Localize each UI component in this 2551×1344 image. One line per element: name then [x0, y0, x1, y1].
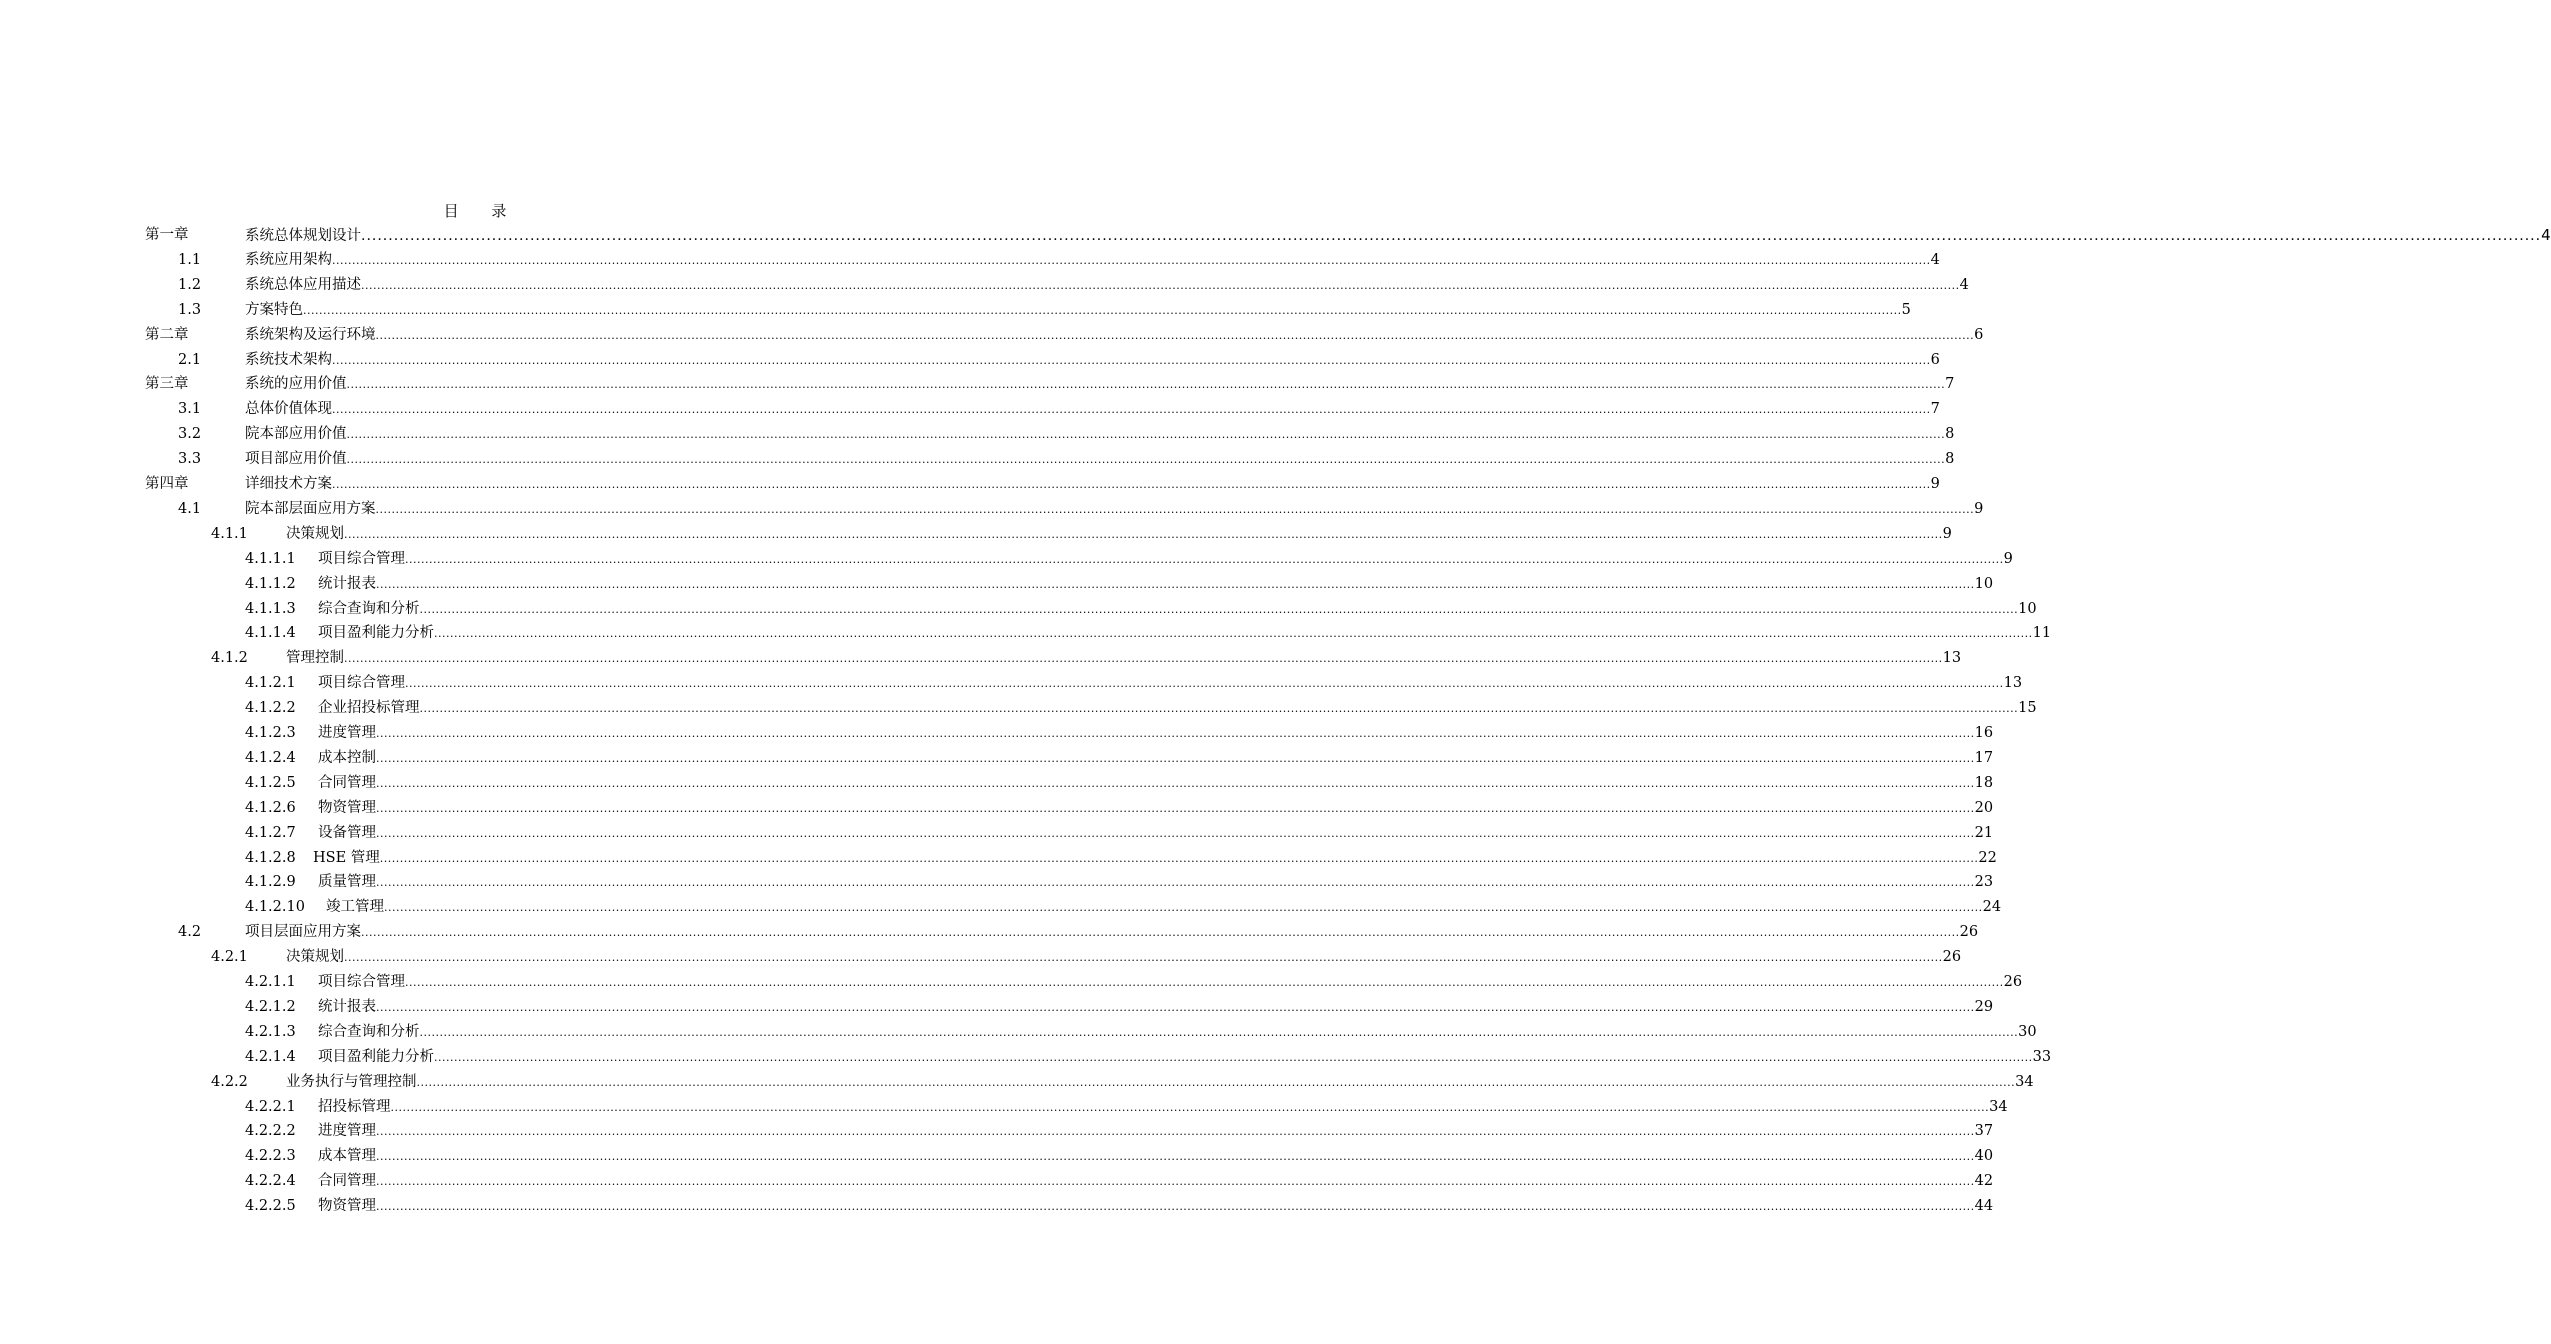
- toc-leader-dots: ................................................................................................................................................................................................................................................................................................................................................................................................................: [346, 428, 1946, 442]
- toc-entry-line: [318, 870, 1994, 895]
- toc-entry-line: [245, 248, 1940, 273]
- toc-entry-line: [245, 920, 1979, 945]
- toc-entry-line: [245, 497, 1984, 522]
- toc-leader-dots: ................................................................................................................................................................................................................................................................................................................................................................................................................: [303, 303, 1902, 317]
- toc-entry-page-number: 40: [1974, 1148, 1994, 1165]
- toc-entry-number: 第四章: [145, 476, 189, 492]
- toc-entry-title: 系统总体应用描述: [245, 276, 361, 293]
- toc-entry-page-number: 37: [1974, 1123, 1994, 1140]
- toc-entry-number: 4.1.2.7: [245, 824, 296, 841]
- toc-entry-title: 综合查询和分析: [318, 1023, 420, 1040]
- toc-entry-line: [318, 696, 2037, 721]
- toc-entry-number: 4.1.2.10: [245, 899, 305, 916]
- toc-entry-title: 项目综合管理: [318, 675, 405, 692]
- toc-entry-page-number: 9: [1942, 525, 1952, 542]
- toc-entry-title: 业务执行与管理控制: [286, 1073, 417, 1090]
- toc-entry-page-number: 22: [1978, 849, 1997, 866]
- toc-entry-title: 总体价值体现: [245, 401, 332, 418]
- toc-leader-dots: ................................................................................................................................................................................................................................................................................................................................................................................................................: [376, 801, 1975, 815]
- toc-entry-title: 院本部层面应用方案: [245, 500, 376, 517]
- toc-entry-title: 管理控制: [286, 650, 344, 667]
- toc-entry-title: 系统架构及运行环境: [245, 326, 376, 343]
- toc-leader-dots: ................................................................................................................................................................................................................................................................................................................................................................................................................: [379, 851, 1979, 865]
- toc-leader-dots: ................................................................................................................................................................................................................................................................................................................................................................................................................: [384, 901, 1983, 915]
- toc-entry-line: [318, 796, 1994, 821]
- toc-entry-line: [318, 771, 1994, 796]
- toc-entry-number: 4.2.1.3: [245, 1023, 296, 1040]
- toc-entry-line: [318, 1020, 2037, 1045]
- toc-entry-line: [245, 348, 1940, 373]
- toc-entry-page-number: 11: [2032, 625, 2052, 642]
- toc-leader-dots: ................................................................................................................................................................................................................................................................................................................................................................................................................: [344, 951, 1943, 965]
- toc-entry-page-number: 29: [1974, 998, 1994, 1015]
- toc-entry-number: 3.3: [178, 451, 202, 468]
- toc-entry-number: 4.1.1.4: [245, 625, 296, 642]
- toc-entry-page-number: 10: [1974, 575, 1994, 592]
- toc-entry-page-number: 18: [1974, 774, 1994, 791]
- toc-entry-title: 项目部应用价值: [245, 451, 347, 468]
- toc-entry[interactable]: [0, 472, 1940, 497]
- toc-entry-number: 4.2.2.1: [245, 1098, 296, 1115]
- toc-entry[interactable]: [0, 597, 2037, 622]
- toc-entry-line: [326, 895, 2002, 920]
- toc-entry-number: 4.1.1.1: [245, 550, 296, 567]
- toc-heading: 目 录: [443, 202, 521, 220]
- toc-entry-title: 合同管理: [318, 1173, 376, 1190]
- toc-entry-title: 进度管理: [318, 725, 376, 741]
- toc-entry-page-number: 15: [2018, 700, 2037, 717]
- toc-entry-page-number: 44: [1974, 1198, 1994, 1215]
- toc-leader-dots: ................................................................................................................................................................................................................................................................................................................................................................................................................: [332, 478, 1931, 491]
- toc-entry-title: 竣工管理: [326, 899, 384, 916]
- toc-entry-number: 4.2: [178, 924, 202, 941]
- toc-entry[interactable]: [0, 323, 1984, 348]
- toc-entry-title: 系统总体规划设计: [245, 228, 361, 244]
- toc-leader-dots: ................................................................................................................................................................................................................................................................................................................................................................................................................: [375, 502, 1975, 516]
- toc-leader-dots: ................................................................................................................................................................................................................................................................................................................................................................................................................: [376, 1000, 1975, 1014]
- toc-entry-title: 质量管理: [318, 874, 376, 891]
- toc-entry-page-number: 42: [1974, 1173, 1994, 1190]
- toc-leader-dots: ................................................................................................................................................................................................................................................................................................................................................................................................................: [376, 1125, 1975, 1139]
- toc-leader-dots: ................................................................................................................................................................................................................................................................................................................................................................................................................: [405, 677, 2004, 691]
- toc-entry[interactable]: [0, 671, 2023, 696]
- toc-entry[interactable]: [0, 995, 1994, 1020]
- toc-entry-page-number: 16: [1974, 725, 1994, 741]
- toc-entry-number: 4.1.2.6: [245, 799, 296, 816]
- toc-entry[interactable]: [0, 1095, 2008, 1120]
- toc-entry-title: 项目盈利能力分析: [318, 625, 434, 642]
- toc-leader-dots: ................................................................................................................................................................................................................................................................................................................................................................................................................: [332, 353, 1931, 367]
- toc-entry-title: 院本部应用价值: [245, 426, 347, 443]
- toc-entry-number: 4.2.2: [211, 1073, 248, 1090]
- toc-entry-number: 4.1.1.2: [245, 575, 296, 592]
- toc-entry-page-number: 17: [1974, 749, 1994, 766]
- toc-leader-dots: ................................................................................................................................................................................................................................................................................................................................................................................................................: [390, 1100, 1990, 1114]
- toc-entry-line: [318, 597, 2037, 622]
- toc-entry-page-number: 33: [2032, 1048, 2052, 1065]
- toc-entry-title: 招投标管理: [318, 1098, 391, 1115]
- toc-entry-page-number: 9: [2003, 550, 2013, 567]
- toc-entry-page-number: 5: [1901, 301, 1911, 318]
- toc-entry-number: 第一章: [145, 227, 189, 243]
- toc-entry-number: 3.2: [178, 426, 202, 443]
- toc-entry-number: 4.1.2.3: [245, 725, 296, 741]
- toc-entry-title: 成本管理: [318, 1148, 376, 1165]
- toc-entry[interactable]: [0, 920, 1979, 945]
- toc-entry-page-number: 6: [1974, 326, 1984, 343]
- toc-entry[interactable]: [0, 870, 1994, 895]
- toc-entry[interactable]: [0, 1144, 1994, 1169]
- toc-entry-title: 详细技术方案: [245, 476, 332, 492]
- toc-entry[interactable]: [0, 721, 1994, 746]
- toc-entry-line: [318, 1144, 1994, 1169]
- toc-leader-dots: ................................................................................................................................................................................................................................................................................................................................................................................................................: [344, 527, 1943, 541]
- toc-entry-title: 方案特色: [245, 301, 303, 318]
- toc-entry-line: [286, 1070, 2034, 1095]
- toc-entry-line: [318, 1119, 1994, 1144]
- toc-entry-number: 4.2.2.3: [245, 1148, 296, 1165]
- toc-entry[interactable]: [0, 1194, 1994, 1219]
- toc-leader-dots: ................................................................................................................................................................................................................................................................................................................................................................................................................: [376, 1175, 1975, 1189]
- toc-entry[interactable]: [0, 696, 2037, 721]
- toc-leader-dots: ................................................................................................................................................................................................................................................................................................................................................................................................................: [376, 751, 1975, 765]
- toc-entry-title: 物资管理: [318, 1198, 376, 1215]
- toc-entry-line: [318, 1169, 1994, 1194]
- toc-entry[interactable]: [0, 1045, 2052, 1070]
- toc-entry[interactable]: [0, 1119, 1994, 1144]
- toc-entry-page-number: 10: [2018, 600, 2037, 617]
- toc-entry-title: 综合查询和分析: [318, 600, 420, 617]
- toc-entry[interactable]: [0, 348, 1940, 373]
- toc-entry-title: 项目层面应用方案: [245, 924, 361, 941]
- toc-entry-page-number: 8: [1945, 451, 1955, 468]
- toc-entry[interactable]: [0, 1169, 1994, 1194]
- toc-entry-line: [318, 671, 2023, 696]
- toc-entry-title: 项目综合管理: [318, 550, 405, 567]
- toc-entry-page-number: 6: [1930, 351, 1940, 368]
- toc-entry-line: [318, 995, 1994, 1020]
- toc-entry-page-number: 4: [1959, 276, 1969, 293]
- toc-entry-number: 4.1.2.1: [245, 675, 296, 692]
- toc-leader-dots: ................................................................................................................................................................................................................................................................................................................................................................................................................: [375, 328, 1975, 342]
- toc-leader-dots: ................................................................................................................................................................................................................................................................................................................................................................................................................: [346, 453, 1946, 467]
- toc-entry-page-number: 9: [1974, 500, 1984, 517]
- toc-entry-number: 4.1: [178, 500, 202, 517]
- toc-entry-number: 4.2.1.4: [245, 1048, 296, 1065]
- toc-entry-title: 系统的应用价值: [245, 376, 347, 393]
- toc-entry-page-number: 34: [1989, 1098, 2008, 1115]
- toc-entry-title: HSE 管理: [313, 849, 380, 866]
- toc-entry-number: 4.2.1: [211, 949, 248, 966]
- toc-leader-dots: ................................................................................................................................................................................................................................................................................................................................................................................................................: [376, 727, 1975, 740]
- toc-entry-line: [286, 522, 1952, 547]
- toc-entry-page-number: 9: [1930, 476, 1940, 492]
- toc-entry-line: [318, 970, 2023, 995]
- toc-entry-line: [286, 945, 1962, 970]
- toc-entry[interactable]: [0, 1070, 2034, 1095]
- toc-entry-line: [318, 721, 1994, 746]
- toc-entry[interactable]: [0, 572, 1994, 597]
- toc-entry-page-number: 26: [2003, 974, 2023, 990]
- toc-leader-dots: ................................................................................................................................................................................................................................................................................................................................................................................................................: [332, 403, 1931, 417]
- toc-leader-dots: ................................................................................................................................................................................................................................................................................................................................................................................................................: [376, 826, 1975, 840]
- toc-entry-title: 统计报表: [318, 998, 376, 1015]
- toc-entry-line: [245, 298, 1911, 323]
- toc-entry-number: 4.2.2.2: [245, 1123, 296, 1140]
- toc-entry-number: 4.1.2.5: [245, 774, 296, 791]
- toc-entry-number: 4.1.2.9: [245, 874, 296, 891]
- toc-leader-dots: ................................................................................................................................................................................................................................................................................................................................................................................................................: [419, 602, 2019, 616]
- toc-entry[interactable]: [0, 248, 1940, 273]
- toc-leader-dots: ................................................................................................................................................................................................................................................................................................................................................................................................................: [361, 926, 1960, 940]
- toc-entry-number: 1.3: [178, 301, 202, 318]
- toc-entry-page-number: 26: [1959, 924, 1979, 941]
- toc-entry[interactable]: [0, 223, 2551, 248]
- toc-entry-number: 4.1.2.2: [245, 700, 296, 717]
- toc-entry-line: [318, 621, 2052, 646]
- toc-entry-number: 1.2: [178, 276, 202, 293]
- toc-entry-page-number: 13: [1942, 650, 1962, 667]
- toc-entry[interactable]: [0, 397, 1940, 422]
- toc-entry-page-number: 34: [2015, 1073, 2034, 1090]
- toc-leader-dots: ................................................................................................................................................................................................................................................................................................................................................................................................................: [434, 627, 2033, 641]
- toc-entry-line: [318, 547, 2013, 572]
- toc-entry-title: 物资管理: [318, 799, 376, 816]
- toc-entry-line: [245, 472, 1940, 497]
- toc-entry-line: [318, 1045, 2052, 1070]
- toc-entry-line: [245, 447, 1955, 472]
- toc-leader-dots: ................................................................................................................................................................................................................................................................................................................................................................................................................: [332, 253, 1931, 267]
- toc-entry[interactable]: [0, 895, 2002, 920]
- toc-entry[interactable]: [0, 796, 1994, 821]
- toc-entry[interactable]: [0, 846, 1997, 871]
- toc-entry-title: 设备管理: [318, 824, 376, 841]
- toc-entry-number: 3.1: [178, 401, 202, 418]
- toc-entry-line: [313, 846, 1997, 871]
- toc-entry-line: [318, 1194, 1994, 1219]
- toc-entry-number: 第三章: [145, 376, 189, 393]
- toc-entry-page-number: 23: [1974, 874, 1994, 891]
- toc-entry[interactable]: [0, 621, 2052, 646]
- toc-entry-number: 4.2.2.4: [245, 1173, 296, 1190]
- toc-entry-number: 4.1.1: [211, 525, 248, 542]
- toc-entry-number: 4.2.1.1: [245, 974, 296, 990]
- toc-entry-title: 企业招投标管理: [318, 700, 420, 717]
- toc-entry-page-number: 26: [1942, 949, 1962, 966]
- toc-entry-number: 4.1.2: [211, 650, 248, 667]
- toc-entry-page-number: 4: [2541, 226, 2551, 244]
- toc-leader-dots: ................................................................................................................................................................................................................................................................................................................................................................................................................: [419, 702, 2019, 716]
- toc-leader-dots: ................................................................................................................................................................................................................................................................................................................................................................................................................: [376, 1150, 1975, 1164]
- toc-entry[interactable]: [0, 646, 1962, 671]
- toc-entry-page-number: 20: [1974, 799, 1994, 816]
- toc-leader-dots: ................................................................................................................................................................................................................................................................................................................................................................................................................: [376, 876, 1975, 890]
- toc-entry-line: [245, 422, 1955, 447]
- toc-entry-line: [245, 397, 1940, 422]
- toc-entry-line: [318, 572, 1994, 597]
- toc-leader-dots: ................................................................................................................................................................................................................................................................................................................................................................................................................: [376, 776, 1975, 790]
- toc-entry-line: [318, 746, 1994, 771]
- toc-entry-page-number: 7: [1945, 376, 1955, 393]
- toc-entry-title: 进度管理: [318, 1123, 376, 1140]
- toc-entry-title: 项目盈利能力分析: [318, 1048, 434, 1065]
- toc-entry-title: 决策规划: [286, 525, 344, 542]
- toc-leader-dots: ................................................................................................................................................................................................................................................................................................................................................................................................................: [361, 228, 2542, 244]
- toc-entry[interactable]: [0, 1020, 2037, 1045]
- toc-entry-line: [245, 223, 2551, 249]
- toc-entry-title: 决策规划: [286, 949, 344, 966]
- toc-entry[interactable]: [0, 746, 1994, 771]
- toc-entry-number: 4.1.2.4: [245, 749, 296, 766]
- toc-leader-dots: ................................................................................................................................................................................................................................................................................................................................................................................................................: [405, 976, 2004, 989]
- toc-entry[interactable]: [0, 522, 1952, 547]
- toc-entry-title: 成本控制: [318, 749, 376, 766]
- toc-leader-dots: ................................................................................................................................................................................................................................................................................................................................................................................................................: [346, 378, 1946, 392]
- toc-entry-page-number: 7: [1930, 401, 1940, 418]
- toc-entry-line: [245, 273, 1969, 298]
- toc-entry-line: [286, 646, 1962, 671]
- toc-entry-number: 2.1: [178, 351, 202, 368]
- toc-leader-dots: ................................................................................................................................................................................................................................................................................................................................................................................................................: [376, 1200, 1975, 1214]
- toc-entry[interactable]: [0, 821, 1994, 846]
- toc-entry-line: [245, 323, 1984, 348]
- toc-entry-title: 项目综合管理: [318, 974, 405, 990]
- toc-entry-line: [318, 821, 1994, 846]
- toc-entry[interactable]: [0, 497, 1984, 522]
- toc-leader-dots: ................................................................................................................................................................................................................................................................................................................................................................................................................: [416, 1075, 2016, 1089]
- toc-entry-page-number: 8: [1945, 426, 1955, 443]
- toc-entry-number: 1.1: [178, 251, 202, 268]
- toc-entry[interactable]: [0, 547, 2013, 572]
- toc-entry[interactable]: [0, 422, 1955, 447]
- toc-entry-line: [318, 1095, 2008, 1120]
- toc-entry[interactable]: [0, 771, 1994, 796]
- toc-entry-page-number: 30: [2018, 1023, 2037, 1040]
- toc-leader-dots: ................................................................................................................................................................................................................................................................................................................................................................................................................: [344, 652, 1943, 666]
- toc-entry-number: 4.1.2.8: [245, 849, 296, 866]
- toc-leader-dots: ................................................................................................................................................................................................................................................................................................................................................................................................................: [434, 1050, 2033, 1064]
- toc-entry[interactable]: [0, 298, 1911, 323]
- toc-entry[interactable]: [0, 970, 2023, 995]
- toc-entry-number: 4.2.2.5: [245, 1198, 296, 1215]
- toc-leader-dots: ................................................................................................................................................................................................................................................................................................................................................................................................................: [376, 577, 1975, 591]
- toc-entry[interactable]: [0, 945, 1962, 970]
- toc-entry[interactable]: [0, 273, 1969, 298]
- toc-entry-line: [245, 372, 1955, 397]
- toc-entry-title: 统计报表: [318, 575, 376, 592]
- toc-entry-page-number: 4: [1930, 251, 1940, 268]
- toc-entry-title: 合同管理: [318, 774, 376, 791]
- toc-entry-page-number: 13: [2003, 675, 2023, 692]
- toc-leader-dots: ................................................................................................................................................................................................................................................................................................................................................................................................................: [405, 552, 2004, 566]
- toc-entry[interactable]: [0, 447, 1955, 472]
- toc-entry-number: 4.1.1.3: [245, 600, 296, 617]
- toc-entry-title: 系统应用架构: [245, 251, 332, 268]
- toc-entry-page-number: 24: [1982, 899, 2002, 916]
- toc-entry-page-number: 21: [1974, 824, 1994, 841]
- toc-entry-number: 第二章: [145, 326, 189, 343]
- toc-entry-title: 系统技术架构: [245, 351, 332, 368]
- toc-leader-dots: ................................................................................................................................................................................................................................................................................................................................................................................................................: [419, 1025, 2019, 1039]
- toc-entry[interactable]: [0, 372, 1955, 397]
- toc-entry-number: 4.2.1.2: [245, 998, 296, 1015]
- toc-leader-dots: ................................................................................................................................................................................................................................................................................................................................................................................................................: [361, 278, 1960, 292]
